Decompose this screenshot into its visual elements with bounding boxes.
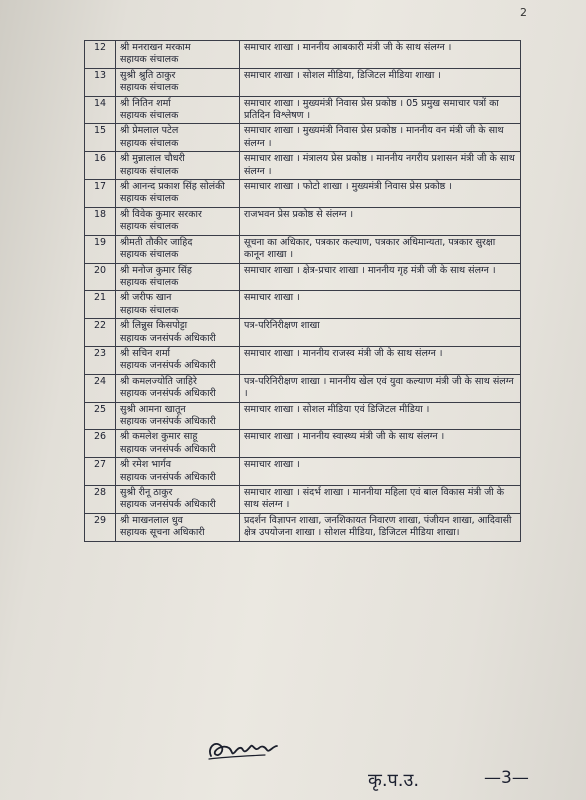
- please-turn-over-mark: कृ.प.उ.: [368, 770, 420, 791]
- officer-name: श्री मनोज कुमार सिंह: [120, 264, 192, 276]
- officer-cell: [116, 319, 240, 347]
- assigned-work: समाचार शाखा । क्षेत्र-प्रचार शाखा । माननीय गृह मंत्री जी के साथ संलग्न ।: [240, 263, 521, 291]
- table-row: [85, 68, 521, 96]
- staff-assignment-table: [84, 40, 521, 542]
- officer-cell: [116, 458, 240, 486]
- officer-name: श्री माखनलाल धुव: [120, 514, 183, 526]
- officer-designation: सहायक संचालक: [120, 82, 179, 94]
- assigned-work: प्रदर्शन विज्ञापन शाखा, जनशिकायत निवारण शाखा, पंजीयन शाखा, आदिवासी क्षेत्र उपयोजना शाखा । सोशल मीडिया, डिजिटल मीडिया शाखा।: [240, 513, 521, 541]
- table-row: [85, 207, 521, 235]
- officer-cell: [116, 152, 240, 180]
- officer-cell: [116, 68, 240, 96]
- officer-designation: सहायक संचालक: [120, 165, 179, 177]
- officer-cell: [116, 124, 240, 152]
- officer-designation: सहायक संचालक: [120, 137, 179, 149]
- officer-designation: सहायक जनसंपर्क अधिकारी: [120, 499, 216, 511]
- assigned-work: समाचार शाखा । माननीय स्वास्थ्य मंत्री जी के साथ संलग्न ।: [240, 430, 521, 458]
- table-row: [85, 41, 521, 69]
- officer-name: श्री जरीफ खान: [120, 292, 172, 304]
- officer-name: श्री आनन्द प्रकाश सिंह सोलंकी: [120, 181, 225, 193]
- officer-designation: सहायक जनसंपर्क अधिकारी: [120, 332, 216, 344]
- officer-cell: [116, 486, 240, 514]
- serial-number: 25: [85, 402, 116, 430]
- table-row: [85, 291, 521, 319]
- officer-name: श्री कमलज्योति जाहिरे: [120, 375, 197, 387]
- officer-designation: सहायक जनसंपर्क अधिकारी: [120, 388, 216, 400]
- table-row: [85, 346, 521, 374]
- officer-name: श्री प्रेमलाल पटेल: [120, 125, 179, 137]
- table-row: [85, 96, 521, 124]
- officer-name: श्री रमेश भार्गव: [120, 459, 172, 471]
- assigned-work: समाचार शाखा । माननीय आबकारी मंत्री जी के साथ संलग्न ।: [240, 41, 521, 69]
- assigned-work: समाचार शाखा ।: [240, 458, 521, 486]
- officer-cell: [116, 41, 240, 69]
- officer-name: सुश्री रीनू ठाकुर: [120, 487, 173, 498]
- serial-number: 16: [85, 152, 116, 180]
- officer-designation: सहायक संचालक: [120, 249, 179, 261]
- officer-cell: [116, 180, 240, 208]
- serial-number: 27: [85, 458, 116, 486]
- table-row: [85, 486, 521, 514]
- officer-designation: सहायक संचालक: [120, 110, 179, 122]
- officer-name: श्रीमती तौकीर जाहिद: [120, 236, 193, 248]
- assigned-work: समाचार शाखा । मुख्यमंत्री निवास प्रेस प्रकोष्ठ । 05 प्रमुख समाचार पत्रों का प्रतिदिन विश्लेषण ।: [240, 96, 521, 124]
- assigned-work: पत्र-परिनिरीक्षण शाखा । माननीय खेल एवं युवा कल्याण मंत्री जी के साथ संलग्न ।: [240, 374, 521, 402]
- table-row: [85, 124, 521, 152]
- assigned-work: राजभवन प्रेस प्रकोष्ठ से संलग्न ।: [240, 207, 521, 235]
- officer-designation: सहायक जनसंपर्क अधिकारी: [120, 360, 216, 372]
- serial-number: 23: [85, 346, 116, 374]
- officer-cell: [116, 402, 240, 430]
- serial-number: 24: [85, 374, 116, 402]
- table-row: [85, 374, 521, 402]
- serial-number: 26: [85, 430, 116, 458]
- table-row: [85, 235, 521, 263]
- table-row: [85, 152, 521, 180]
- officer-designation: सहायक संचालक: [120, 54, 179, 66]
- table-row: [85, 402, 521, 430]
- assigned-work: समाचार शाखा । मंत्रालय प्रेस प्रकोष्ठ । माननीय नगरीय प्रशासन मंत्री जी के साथ संलग्न ।: [240, 152, 521, 180]
- officer-cell: [116, 96, 240, 124]
- page-number: 2: [520, 6, 527, 19]
- officer-cell: [116, 207, 240, 235]
- officer-name: श्री सचिन शर्मा: [120, 347, 171, 359]
- table-row: [85, 513, 521, 541]
- officer-name: श्री कमलेश कुमार साहू: [120, 431, 198, 443]
- table-row: [85, 430, 521, 458]
- table-row: [85, 319, 521, 347]
- officer-cell: [116, 346, 240, 374]
- officer-name: सुश्री श्रुति ठाकुर: [120, 69, 176, 81]
- officer-designation: सहायक सूचना अधिकारी: [120, 527, 205, 539]
- officer-name: सुश्री आमना खातून: [120, 403, 186, 415]
- officer-designation: सहायक संचालक: [120, 276, 179, 288]
- serial-number: 21: [85, 291, 116, 319]
- officer-name: श्री लिन्नुस किसपोट्टा: [120, 320, 188, 332]
- signature: [205, 734, 285, 764]
- table-row: [85, 458, 521, 486]
- officer-cell: [116, 374, 240, 402]
- officer-designation: सहायक जनसंपर्क अधिकारी: [120, 471, 216, 483]
- officer-designation: सहायक संचालक: [120, 304, 179, 316]
- next-page-number: —3—: [484, 768, 529, 788]
- officer-cell: [116, 235, 240, 263]
- officer-designation: सहायक संचालक: [120, 221, 179, 233]
- assigned-work: सूचना का अधिकार, पत्रकार कल्याण, पत्रकार अधिमान्यता, पत्रकार सुरक्षा कानून शाखा ।: [240, 235, 521, 263]
- serial-number: 17: [85, 180, 116, 208]
- serial-number: 29: [85, 513, 116, 541]
- assigned-work: समाचार शाखा । फोटो शाखा । मुख्यमंत्री निवास प्रेस प्रकोष्ठ ।: [240, 180, 521, 208]
- serial-number: 20: [85, 263, 116, 291]
- serial-number: 18: [85, 207, 116, 235]
- assigned-work: समाचार शाखा । मुख्यमंत्री निवास प्रेस प्रकोष्ठ । माननीय वन मंत्री जी के साथ संलग्न ।: [240, 124, 521, 152]
- assigned-work: पत्र-परिनिरीक्षण शाखा: [240, 319, 521, 347]
- officer-cell: [116, 291, 240, 319]
- officer-designation: सहायक संचालक: [120, 193, 179, 205]
- assigned-work: समाचार शाखा । माननीय राजस्व मंत्री जी के साथ संलग्न ।: [240, 346, 521, 374]
- serial-number: 19: [85, 235, 116, 263]
- assigned-work: समाचार शाखा । सोशल मीडिया एवं डिजिटल मीडिया ।: [240, 402, 521, 430]
- serial-number: 15: [85, 124, 116, 152]
- officer-name: श्री नितिन शर्मा: [120, 97, 171, 109]
- table-row: [85, 263, 521, 291]
- officer-designation: सहायक जनसंपर्क अधिकारी: [120, 443, 216, 455]
- table-row: [85, 180, 521, 208]
- officer-name: श्री मनराखन मरकाम: [120, 42, 191, 53]
- officer-cell: [116, 430, 240, 458]
- assigned-work: समाचार शाखा ।: [240, 291, 521, 319]
- serial-number: 22: [85, 319, 116, 347]
- serial-number: 13: [85, 68, 116, 96]
- officer-cell: [116, 513, 240, 541]
- serial-number: 28: [85, 486, 116, 514]
- officer-designation: सहायक जनसंपर्क अधिकारी: [120, 415, 216, 427]
- serial-number: 12: [85, 41, 116, 69]
- assigned-work: समाचार शाखा । संदर्भ शाखा । माननीया महिला एवं बाल विकास मंत्री जी के साथ संलग्न ।: [240, 486, 521, 514]
- officer-cell: [116, 263, 240, 291]
- assigned-work: समाचार शाखा । सोशल मीडिया, डिजिटल मीडिया शाखा ।: [240, 68, 521, 96]
- serial-number: 14: [85, 96, 116, 124]
- officer-name: श्री मुन्नालाल चौधरी: [120, 153, 185, 165]
- officer-name: श्री विवेक कुमार सरकार: [120, 208, 202, 220]
